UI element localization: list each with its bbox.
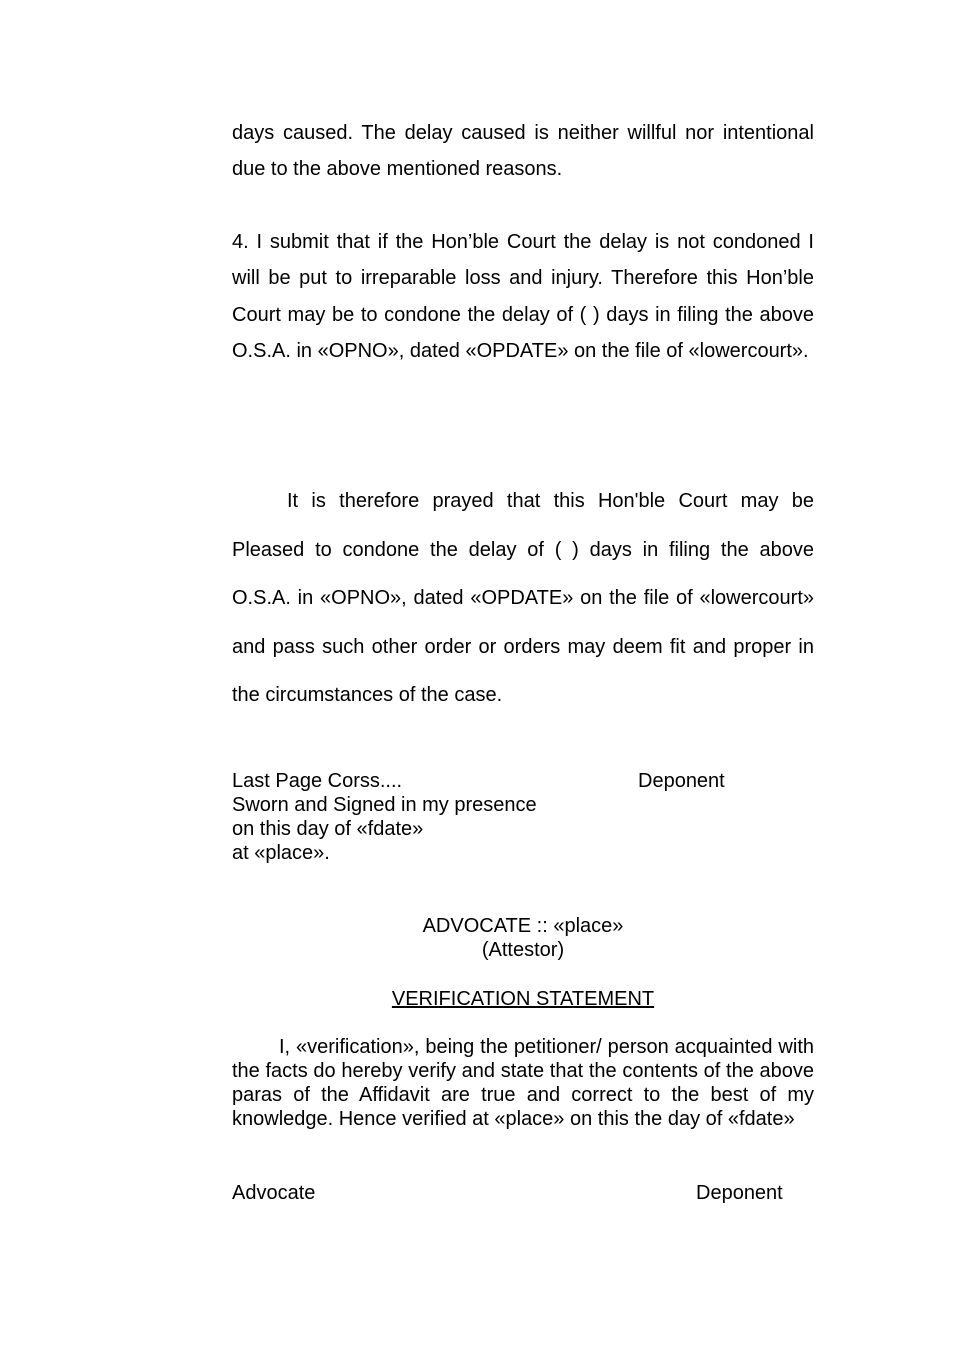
advocate-attestor-block xyxy=(232,914,814,962)
attestor-line: (Attestor) xyxy=(481,939,565,961)
deponent-label: Deponent xyxy=(638,770,725,792)
paragraph-4: 4. I submit that if the Hon’ble Court the delay is not condoned I will be put to irreparable loss and injury. Therefore this Hon’ble Court may be to condone the delay of ( ) days in filing the above O.S.A. in «OPNO», dated «OPDATE» on the file of «lowercourt». xyxy=(232,231,814,362)
footer-deponent-label: Deponent xyxy=(696,1182,783,1204)
prayer-paragraph: It is therefore prayed that this Hon'ble Court may be Pleased to condone the delay of ( ) days in filing the above O.S.A. in «OPNO», dated «OPDATE» on the file of «lowercourt» and pass such other order or orders may deem fit and proper in the circumstances of the case. xyxy=(232,490,814,706)
sworn-signature-block xyxy=(232,769,537,865)
signature-line: on this day of «fdate» xyxy=(232,818,424,840)
signature-line: at «place». xyxy=(232,842,330,864)
verification-heading: VERIFICATION STATEMENT xyxy=(391,988,655,1010)
footer-advocate-label: Advocate xyxy=(232,1182,316,1204)
advocate-line: ADVOCATE :: «place» xyxy=(422,915,624,937)
signature-line: Last Page Corss.... xyxy=(232,770,403,792)
delay-reason-paragraph: days caused. The delay caused is neither willful nor intentional due to the above mentioned reasons. xyxy=(232,122,814,180)
signature-line: Sworn and Signed in my presence xyxy=(232,794,537,816)
verification-body: I, «verification», being the petitioner/ person acquainted with the facts do hereby verify and state that the contents of the above paras of the Affidavit are true and correct to the best of my knowledge. Hence verified at «place» on this the day of «fdate» xyxy=(232,1036,814,1130)
